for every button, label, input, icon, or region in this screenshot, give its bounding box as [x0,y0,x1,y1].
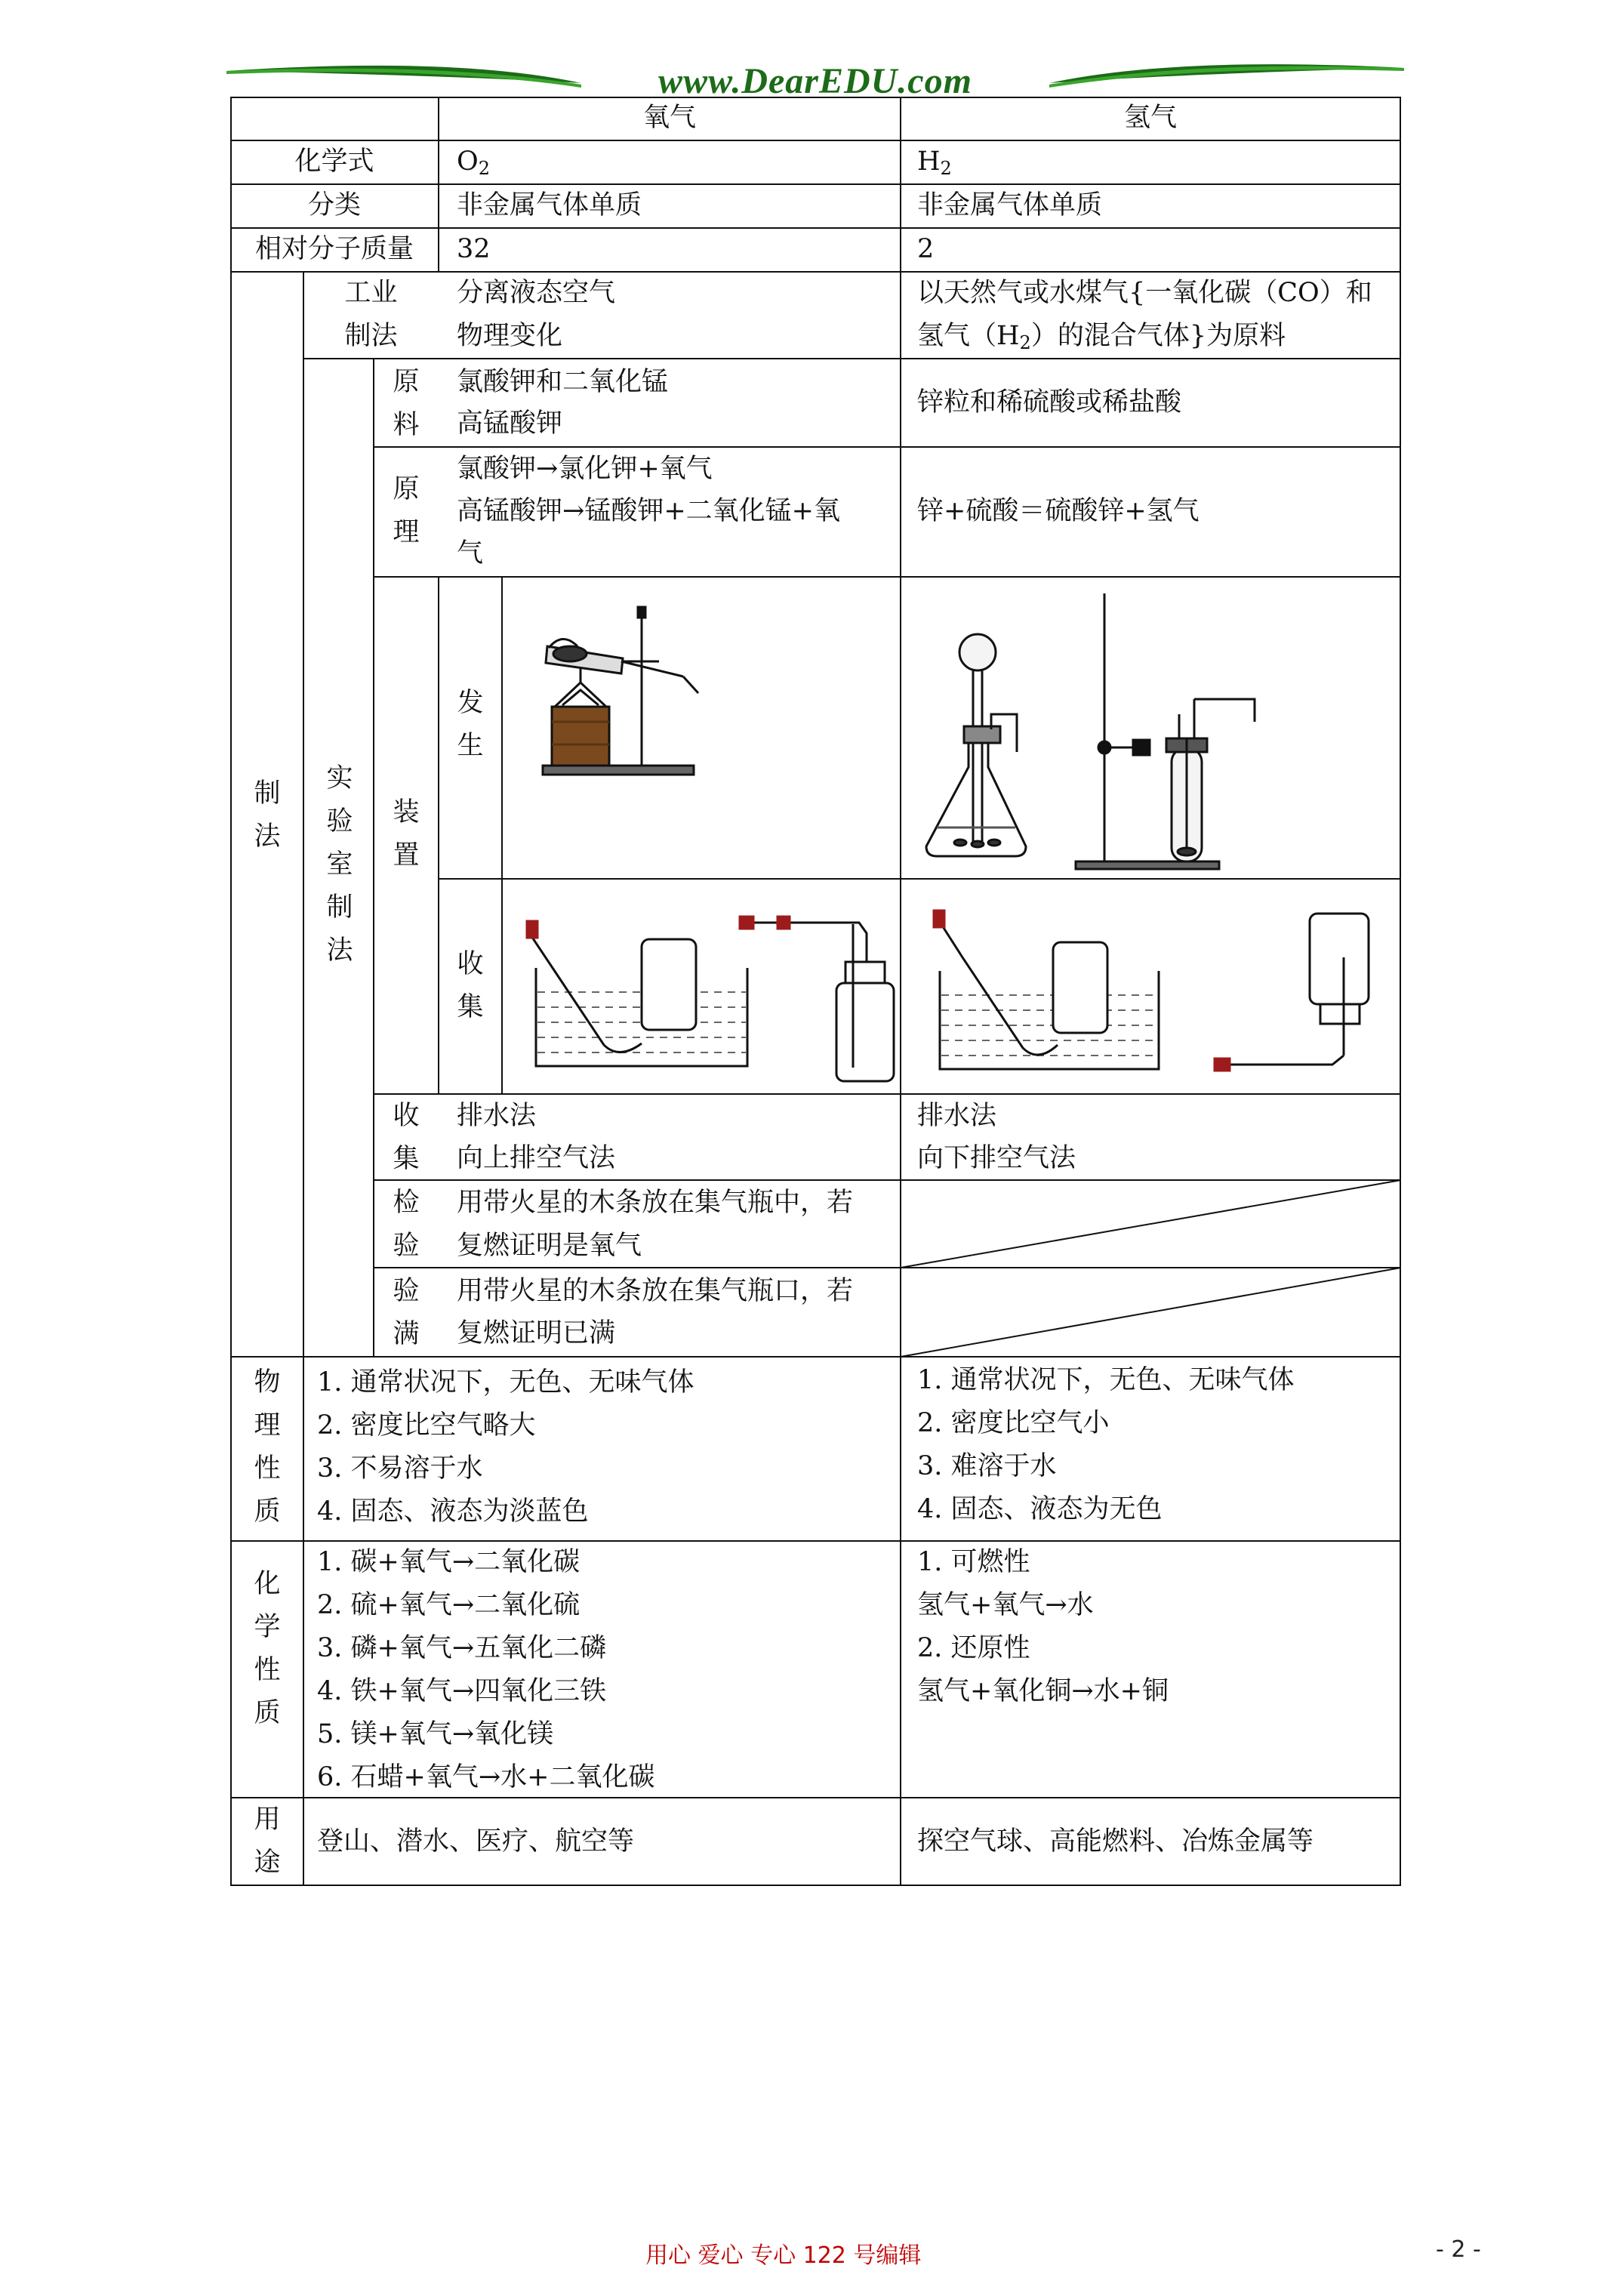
page-number: - 2 - [1436,2236,1481,2263]
preparation-label: 制法 [254,778,281,852]
industrial-label-2: 制法 [344,321,398,351]
oxygen-principle-3: 气 [457,538,484,569]
oxygen-chemical-3: 3. 磷+氧气→五氧化二磷 [317,1633,607,1663]
oxygen-full-2: 复燃证明已满 [457,1318,616,1348]
oxygen-chemical-1: 1. 碳+氧气→二氧化碳 [317,1547,581,1577]
header-hydrogen: 氢气 [1123,103,1177,133]
hydrogen-mass: 2 [917,234,935,264]
oxygen-collection-1: 排水法 [457,1101,537,1131]
materials-label: 原料 [393,367,420,440]
hydrogen-physical-4: 4. 固态、液态为无色 [917,1494,1163,1524]
oxygen-test-2: 复燃证明是氧气 [457,1231,642,1261]
oxygen-physical-2: 2. 密度比空气略大 [317,1410,536,1441]
oxygen-full-1: 用带火星的木条放在集气瓶口，若 [457,1276,854,1306]
oxygen-industrial-2: 物理变化 [457,321,563,351]
hydrogen-physical-1: 1. 通常状况下，无色、无味气体 [917,1365,1295,1395]
site-banner [226,56,1404,101]
hydrogen-physical-3: 3. 难溶于水 [917,1451,1057,1481]
oxygen-formula: $O_2$ [457,146,490,179]
oxygen-physical-3: 3. 不易溶于水 [317,1453,483,1484]
comparison-table [230,97,1401,1886]
oxygen-use: 登山、潜水、医疗、航空等 [317,1826,635,1857]
hydrogen-category: 非金属气体单质 [917,190,1103,220]
hydrogen-industrial-2: 氢气$(H_2)$的混合气体}为原料 [917,321,1286,353]
oxygen-generation-apparatus [532,601,804,782]
chemical-label: 化学性质 [254,1569,281,1728]
apparatus-label: 装置 [393,797,420,871]
oxygen-mass: 32 [457,234,491,264]
hydrogen-chemical-1: 1. 可燃性 [917,1547,1030,1577]
principle-label: 原理 [393,474,420,547]
industrial-label-1: 工业 [344,278,398,308]
oxygen-physical-1: 1. 通常状况下，无色、无味气体 [317,1367,694,1398]
hydrogen-industrial-1: 以天然气或水煤气{一氧化碳（CO）和 [917,278,1372,308]
oxygen-materials-1: 氯酸钾和二氧化锰 [457,367,669,397]
physical-label: 物理性质 [254,1367,281,1527]
hydrogen-collection-1: 排水法 [917,1101,997,1131]
lab-method-label: 实验室制法 [326,763,353,966]
oxygen-chemical-6: 6. 石蜡+氧气→水+二氧化碳 [317,1762,655,1792]
collect-label: 收集 [457,949,484,1022]
header-oxygen: 氧气 [642,103,696,133]
generate-label: 发生 [457,688,484,761]
oxygen-collection-apparatus [521,894,898,1090]
oxygen-collection-2: 向上排空气法 [457,1143,616,1173]
category-label: 分类 [307,190,361,220]
hydrogen-materials: 锌粒和稀硫酸或稀盐酸 [917,387,1182,418]
hydrogen-principle: 锌+硫酸＝硫酸锌+氢气 [917,496,1200,526]
oxygen-chemical-4: 4. 铁+氧气→四氧化三铁 [317,1676,607,1706]
hydrogen-use: 探空气球、高能燃料、冶炼金属等 [917,1826,1314,1857]
formula-label: 化学式 [294,146,374,177]
hydrogen-chemical-4: 氢气+氧化铜→水+铜 [917,1676,1169,1706]
full-label: 验满 [393,1276,420,1349]
oxygen-materials-2: 高锰酸钾 [457,408,563,439]
banner-logo-text: www.DearEDU.com [658,61,972,101]
hydrogen-formula: $H_2$ [917,146,952,179]
use-label: 用途 [254,1804,281,1878]
collection-label: 收集 [393,1101,420,1174]
hydrogen-collection-2: 向下排空气法 [917,1143,1076,1173]
hydrogen-chemical-2: 氢气+氧气→水 [917,1590,1094,1620]
oxygen-physical-4: 4. 固态、液态为淡蓝色 [317,1496,589,1527]
test-label: 检验 [393,1188,420,1261]
oxygen-category: 非金属气体单质 [457,190,642,220]
oxygen-chemical-5: 5. 镁+氧气→氧化镁 [317,1719,554,1749]
oxygen-test-1: 用带火星的木条放在集气瓶中，若 [457,1188,854,1218]
oxygen-principle-1: 氯酸钾→氯化钾+氧气 [457,454,713,484]
footer-text: 用心 爱心 专心 122 号编辑 [645,2242,922,2269]
oxygen-principle-2: 高锰酸钾→锰酸钾+二氧化锰+氧 [457,496,840,526]
mass-label: 相对分子质量 [254,234,414,264]
oxygen-industrial-1: 分离液态空气 [457,278,616,308]
oxygen-chemical-2: 2. 硫+氧气→二氧化硫 [317,1590,581,1620]
hydrogen-physical-2: 2. 密度比空气小 [917,1408,1110,1438]
hydrogen-collection-apparatus [910,897,1393,1093]
hydrogen-generation-apparatus [919,578,1402,877]
hydrogen-chemical-3: 2. 还原性 [917,1633,1030,1663]
